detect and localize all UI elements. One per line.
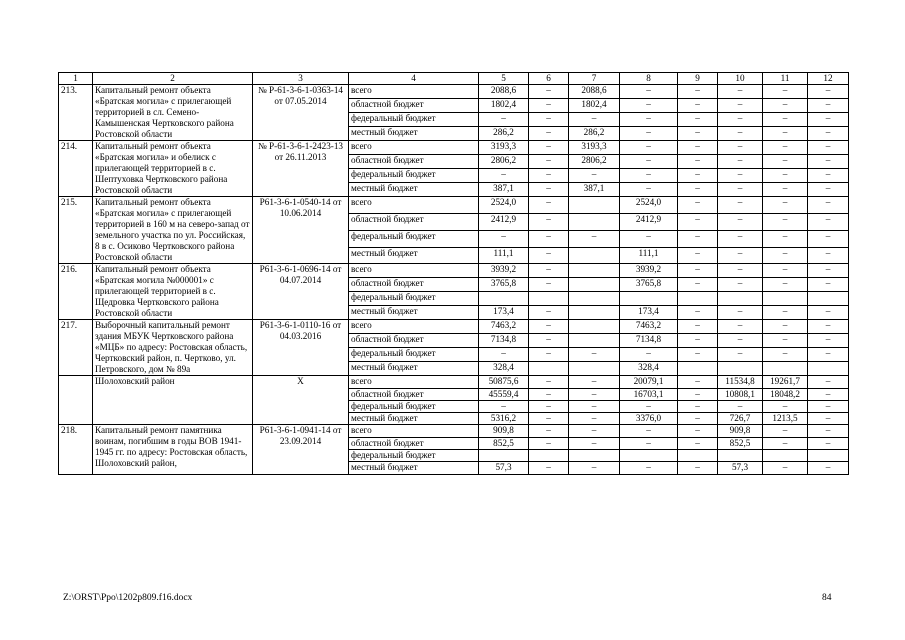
budget-source-label: всего (349, 85, 479, 99)
value-cell (620, 450, 678, 462)
value-cell: 286,2 (479, 127, 529, 141)
value-cell (718, 450, 763, 462)
value-cell: – (620, 400, 678, 412)
value-cell: 909,8 (479, 425, 529, 437)
entry-name: Шолоховский район (93, 376, 253, 425)
value-cell (678, 292, 718, 306)
header-cell: 7 (569, 73, 620, 85)
value-cell: 328,4 (620, 362, 678, 376)
value-cell: – (529, 264, 569, 278)
value-cell: – (569, 437, 620, 449)
value-cell: – (620, 437, 678, 449)
value-cell: 7463,2 (479, 320, 529, 334)
value-cell: 57,3 (479, 462, 529, 474)
value-cell: – (529, 388, 569, 400)
value-cell (569, 214, 620, 231)
budget-source-label: местный бюджет (349, 306, 479, 320)
value-cell: – (678, 437, 718, 449)
value-cell: – (718, 264, 763, 278)
value-cell (479, 450, 529, 462)
value-cell: 50875,6 (479, 376, 529, 388)
header-cell: 8 (620, 73, 678, 85)
value-cell: – (763, 247, 808, 264)
value-cell: – (620, 127, 678, 141)
budget-source-label: областной бюджет (349, 278, 479, 292)
value-cell: – (808, 99, 849, 113)
value-cell: 328,4 (479, 362, 529, 376)
value-cell: – (808, 214, 849, 231)
entry-doc-ref: № Р-61-3-6-1-2423-13 от 26.11.2013 (253, 141, 349, 197)
value-cell (529, 362, 569, 376)
value-cell: – (678, 306, 718, 320)
value-cell: – (763, 113, 808, 127)
value-cell: – (808, 197, 849, 214)
entry-number: 213. (59, 85, 93, 141)
value-cell: 173,4 (620, 306, 678, 320)
table-body (59, 73, 849, 475)
value-cell: 111,1 (479, 247, 529, 264)
value-cell: – (678, 320, 718, 334)
value-cell: – (763, 141, 808, 155)
table-row (59, 85, 849, 99)
value-cell: 57,3 (718, 462, 763, 474)
value-cell: – (678, 141, 718, 155)
value-cell: – (620, 85, 678, 99)
budget-source-label: областной бюджет (349, 155, 479, 169)
value-cell: – (678, 348, 718, 362)
value-cell: 173,4 (479, 306, 529, 320)
value-cell (569, 450, 620, 462)
value-cell: – (763, 462, 808, 474)
budget-source-label: областной бюджет (349, 99, 479, 113)
value-cell: 19261,7 (763, 376, 808, 388)
value-cell: – (529, 400, 569, 412)
budget-source-label: всего (349, 376, 479, 388)
value-cell: 2806,2 (569, 155, 620, 169)
value-cell: – (569, 400, 620, 412)
value-cell: 3193,3 (479, 141, 529, 155)
value-cell: – (569, 230, 620, 247)
value-cell: – (620, 425, 678, 437)
value-cell: – (620, 462, 678, 474)
header-cell: 12 (808, 73, 849, 85)
value-cell: – (718, 141, 763, 155)
header-cell: 1 (59, 73, 93, 85)
budget-source-label: областной бюджет (349, 437, 479, 449)
value-cell: – (529, 214, 569, 231)
value-cell: 2412,9 (479, 214, 529, 231)
value-cell: – (678, 278, 718, 292)
value-cell: 1802,4 (569, 99, 620, 113)
value-cell: – (808, 334, 849, 348)
value-cell: – (529, 247, 569, 264)
value-cell: – (763, 127, 808, 141)
budget-source-label: местный бюджет (349, 183, 479, 197)
entry-name: Выборочный капитальный ремонт здания МБУК Чертковского района «МЦБ» по адресу: Ростовская область, Чертковский район, п. Чертково, ул. Петровского, дом № 89а (93, 320, 253, 376)
value-cell (569, 197, 620, 214)
entry-name: Капитальный ремонт объекта «Братская могила №000001» с прилегающей территорией в с. Щедровка Чертковского района Ростовской области (93, 264, 253, 320)
value-cell: – (678, 183, 718, 197)
value-cell (529, 292, 569, 306)
value-cell: – (529, 348, 569, 362)
value-cell: – (529, 278, 569, 292)
table-row (59, 425, 849, 437)
budget-source-label: областной бюджет (349, 334, 479, 348)
entry-doc-ref: Х (253, 376, 349, 425)
value-cell: – (678, 247, 718, 264)
value-cell: – (678, 230, 718, 247)
value-cell: – (529, 425, 569, 437)
value-cell: – (569, 376, 620, 388)
value-cell: – (718, 197, 763, 214)
value-cell: – (763, 197, 808, 214)
value-cell: – (678, 127, 718, 141)
value-cell: – (529, 169, 569, 183)
value-cell: – (718, 99, 763, 113)
value-cell: – (529, 437, 569, 449)
value-cell: – (678, 425, 718, 437)
value-cell: 3193,3 (569, 141, 620, 155)
value-cell: – (808, 127, 849, 141)
value-cell: – (620, 169, 678, 183)
value-cell: – (808, 278, 849, 292)
entry-name: Капитальный ремонт объекта «Братская могила» с прилегающей территорией в 160 м на северо-запад от земельного участка по ул. Российская, 8 в с. Осиково Чертковского района Ростовской области (93, 197, 253, 264)
value-cell: – (763, 425, 808, 437)
value-cell: – (678, 113, 718, 127)
entry-doc-ref: Р61-3-6-1-0941-14 от 23.09.2014 (253, 425, 349, 474)
value-cell: 852,5 (479, 437, 529, 449)
value-cell: 7463,2 (620, 320, 678, 334)
value-cell: – (529, 99, 569, 113)
entry-number (59, 376, 93, 425)
entry-number: 214. (59, 141, 93, 197)
value-cell: – (529, 113, 569, 127)
value-cell (808, 292, 849, 306)
value-cell: – (718, 155, 763, 169)
value-cell: 10808,1 (718, 388, 763, 400)
value-cell: – (529, 183, 569, 197)
value-cell (569, 306, 620, 320)
value-cell: – (718, 230, 763, 247)
footer-file-path: Z:\ORST\Ppo\1202p809.f16.docx (63, 593, 193, 603)
value-cell: – (620, 155, 678, 169)
value-cell: – (718, 85, 763, 99)
value-cell: – (529, 306, 569, 320)
value-cell: – (808, 247, 849, 264)
value-cell: 852,5 (718, 437, 763, 449)
value-cell: 20079,1 (620, 376, 678, 388)
value-cell: 2088,6 (479, 85, 529, 99)
value-cell: – (620, 348, 678, 362)
entry-number: 217. (59, 320, 93, 376)
value-cell: – (620, 230, 678, 247)
value-cell: – (763, 85, 808, 99)
value-cell (763, 362, 808, 376)
value-cell: – (718, 348, 763, 362)
value-cell: – (529, 320, 569, 334)
budget-source-label: всего (349, 141, 479, 155)
value-cell: – (718, 306, 763, 320)
header-cell: 2 (93, 73, 253, 85)
header-row (59, 73, 849, 85)
budget-source-label: местный бюджет (349, 462, 479, 474)
value-cell (569, 292, 620, 306)
value-cell (763, 450, 808, 462)
value-cell: 2806,2 (479, 155, 529, 169)
value-cell: – (763, 99, 808, 113)
value-cell: – (763, 437, 808, 449)
value-cell: 2088,6 (569, 85, 620, 99)
entry-doc-ref: Р61-3-6-1-0696-14 от 04.07.2014 (253, 264, 349, 320)
entry-name: Капитальный ремонт памятника воинам, погибшим в годы ВОВ 1941-1945 гг. по адресу: Ростовская область, Шолоховский район, (93, 425, 253, 474)
value-cell: – (718, 214, 763, 231)
entry-number: 215. (59, 197, 93, 264)
value-cell: – (808, 264, 849, 278)
value-cell: 2524,0 (479, 197, 529, 214)
value-cell (569, 334, 620, 348)
value-cell: – (763, 214, 808, 231)
value-cell: 1213,5 (763, 413, 808, 425)
value-cell: – (678, 197, 718, 214)
value-cell: – (718, 278, 763, 292)
value-cell (569, 278, 620, 292)
table-row (59, 264, 849, 278)
value-cell: – (763, 320, 808, 334)
entry-name: Капитальный ремонт объекта «Братская могила» и обелиск с прилегающей территорией в с. Шептуховка Чертковского района Ростовской области (93, 141, 253, 197)
value-cell (569, 264, 620, 278)
value-cell: – (569, 348, 620, 362)
value-cell: – (529, 230, 569, 247)
value-cell: – (763, 334, 808, 348)
value-cell: – (763, 400, 808, 412)
entry-doc-ref: Р61-3-6-1-0110-16 от 04.03.2016 (253, 320, 349, 376)
value-cell: – (763, 155, 808, 169)
value-cell: – (718, 400, 763, 412)
value-cell: – (808, 169, 849, 183)
entry-doc-ref: Р61-3-6-1-0540-14 от 10.06.2014 (253, 197, 349, 264)
value-cell: 7134,8 (479, 334, 529, 348)
value-cell: – (808, 413, 849, 425)
value-cell: – (763, 230, 808, 247)
value-cell: – (620, 113, 678, 127)
value-cell: – (678, 264, 718, 278)
value-cell: – (529, 197, 569, 214)
value-cell: – (763, 264, 808, 278)
value-cell: – (678, 462, 718, 474)
value-cell: – (529, 376, 569, 388)
entry-number: 218. (59, 425, 93, 474)
value-cell: – (678, 334, 718, 348)
budget-source-label: всего (349, 425, 479, 437)
value-cell (569, 362, 620, 376)
value-cell: – (529, 127, 569, 141)
table-row (59, 197, 849, 214)
value-cell: – (763, 169, 808, 183)
value-cell: – (678, 413, 718, 425)
value-cell: – (808, 183, 849, 197)
budget-source-label: местный бюджет (349, 362, 479, 376)
value-cell: 5316,2 (479, 413, 529, 425)
value-cell: – (620, 141, 678, 155)
value-cell: – (718, 127, 763, 141)
header-cell: 3 (253, 73, 349, 85)
value-cell: 11534,8 (718, 376, 763, 388)
value-cell (529, 450, 569, 462)
value-cell (678, 362, 718, 376)
entry-doc-ref: № Р-61-3-6-1-0363-14 от 07.05.2014 (253, 85, 349, 141)
value-cell: – (808, 320, 849, 334)
value-cell: – (808, 376, 849, 388)
value-cell: – (678, 99, 718, 113)
value-cell: – (678, 85, 718, 99)
value-cell: – (529, 85, 569, 99)
value-cell: – (529, 155, 569, 169)
value-cell (678, 450, 718, 462)
table-row (59, 141, 849, 155)
value-cell: 286,2 (569, 127, 620, 141)
header-cell: 9 (678, 73, 718, 85)
value-cell: – (678, 376, 718, 388)
value-cell: 111,1 (620, 247, 678, 264)
budget-source-label: федеральный бюджет (349, 292, 479, 306)
budget-source-label: всего (349, 264, 479, 278)
budget-source-label: федеральный бюджет (349, 348, 479, 362)
value-cell (479, 292, 529, 306)
budget-source-label: всего (349, 197, 479, 214)
value-cell (808, 362, 849, 376)
value-cell: – (678, 388, 718, 400)
value-cell: 726,7 (718, 413, 763, 425)
entry-number: 216. (59, 264, 93, 320)
value-cell: – (808, 462, 849, 474)
value-cell: – (718, 334, 763, 348)
value-cell: – (569, 169, 620, 183)
value-cell: – (678, 155, 718, 169)
value-cell: – (808, 306, 849, 320)
value-cell: – (808, 113, 849, 127)
value-cell: 45559,4 (479, 388, 529, 400)
table-row (59, 376, 849, 388)
value-cell: – (479, 169, 529, 183)
header-cell: 5 (479, 73, 529, 85)
value-cell: – (479, 400, 529, 412)
value-cell: – (718, 113, 763, 127)
value-cell: – (529, 334, 569, 348)
value-cell (569, 247, 620, 264)
value-cell: 387,1 (479, 183, 529, 197)
budget-table (58, 72, 849, 475)
header-cell: 10 (718, 73, 763, 85)
value-cell: – (678, 214, 718, 231)
value-cell (620, 292, 678, 306)
value-cell: – (808, 400, 849, 412)
value-cell: 3765,8 (479, 278, 529, 292)
value-cell: – (763, 306, 808, 320)
value-cell: – (529, 413, 569, 425)
value-cell: 3376,0 (620, 413, 678, 425)
value-cell: – (808, 437, 849, 449)
value-cell: – (718, 320, 763, 334)
value-cell: – (763, 278, 808, 292)
value-cell: – (763, 348, 808, 362)
value-cell (569, 320, 620, 334)
value-cell: – (718, 183, 763, 197)
table-row (59, 320, 849, 334)
value-cell: – (678, 169, 718, 183)
value-cell: – (808, 348, 849, 362)
value-cell: – (763, 183, 808, 197)
budget-source-label: федеральный бюджет (349, 169, 479, 183)
budget-source-label: федеральный бюджет (349, 230, 479, 247)
entry-name: Капитальный ремонт объекта «Братская могила» с прилегающей территорией в сл. Семено-Камышенская Чертковского района Ростовской области (93, 85, 253, 141)
value-cell: 7134,8 (620, 334, 678, 348)
value-cell: 909,8 (718, 425, 763, 437)
value-cell: – (479, 113, 529, 127)
header-cell: 6 (529, 73, 569, 85)
value-cell: 18048,2 (763, 388, 808, 400)
value-cell: – (569, 388, 620, 400)
value-cell: 2524,0 (620, 197, 678, 214)
value-cell: – (808, 85, 849, 99)
value-cell (718, 362, 763, 376)
budget-source-label: федеральный бюджет (349, 400, 479, 412)
value-cell: – (529, 141, 569, 155)
value-cell: – (479, 230, 529, 247)
budget-source-label: областной бюджет (349, 214, 479, 231)
value-cell: – (620, 183, 678, 197)
value-cell: 2412,9 (620, 214, 678, 231)
budget-source-label: федеральный бюджет (349, 450, 479, 462)
value-cell: – (569, 462, 620, 474)
value-cell: – (569, 113, 620, 127)
budget-source-label: областной бюджет (349, 388, 479, 400)
value-cell: 387,1 (569, 183, 620, 197)
value-cell: 1802,4 (479, 99, 529, 113)
budget-source-label: местный бюджет (349, 413, 479, 425)
budget-source-label: местный бюджет (349, 127, 479, 141)
value-cell: 3939,2 (479, 264, 529, 278)
budget-source-label: всего (349, 320, 479, 334)
header-cell: 11 (763, 73, 808, 85)
value-cell: – (529, 462, 569, 474)
value-cell: – (718, 169, 763, 183)
value-cell: – (569, 425, 620, 437)
value-cell: – (808, 141, 849, 155)
value-cell (718, 292, 763, 306)
value-cell: – (808, 230, 849, 247)
value-cell: – (718, 247, 763, 264)
value-cell: 3939,2 (620, 264, 678, 278)
value-cell: – (569, 413, 620, 425)
value-cell: – (808, 155, 849, 169)
value-cell: – (620, 99, 678, 113)
value-cell: – (678, 400, 718, 412)
value-cell (763, 292, 808, 306)
budget-source-label: местный бюджет (349, 247, 479, 264)
value-cell: – (479, 348, 529, 362)
value-cell: – (808, 388, 849, 400)
value-cell: – (808, 425, 849, 437)
value-cell: 3765,8 (620, 278, 678, 292)
footer-page-number: 84 (822, 593, 832, 603)
value-cell: 16703,1 (620, 388, 678, 400)
value-cell (808, 450, 849, 462)
header-cell: 4 (349, 73, 479, 85)
budget-source-label: федеральный бюджет (349, 113, 479, 127)
